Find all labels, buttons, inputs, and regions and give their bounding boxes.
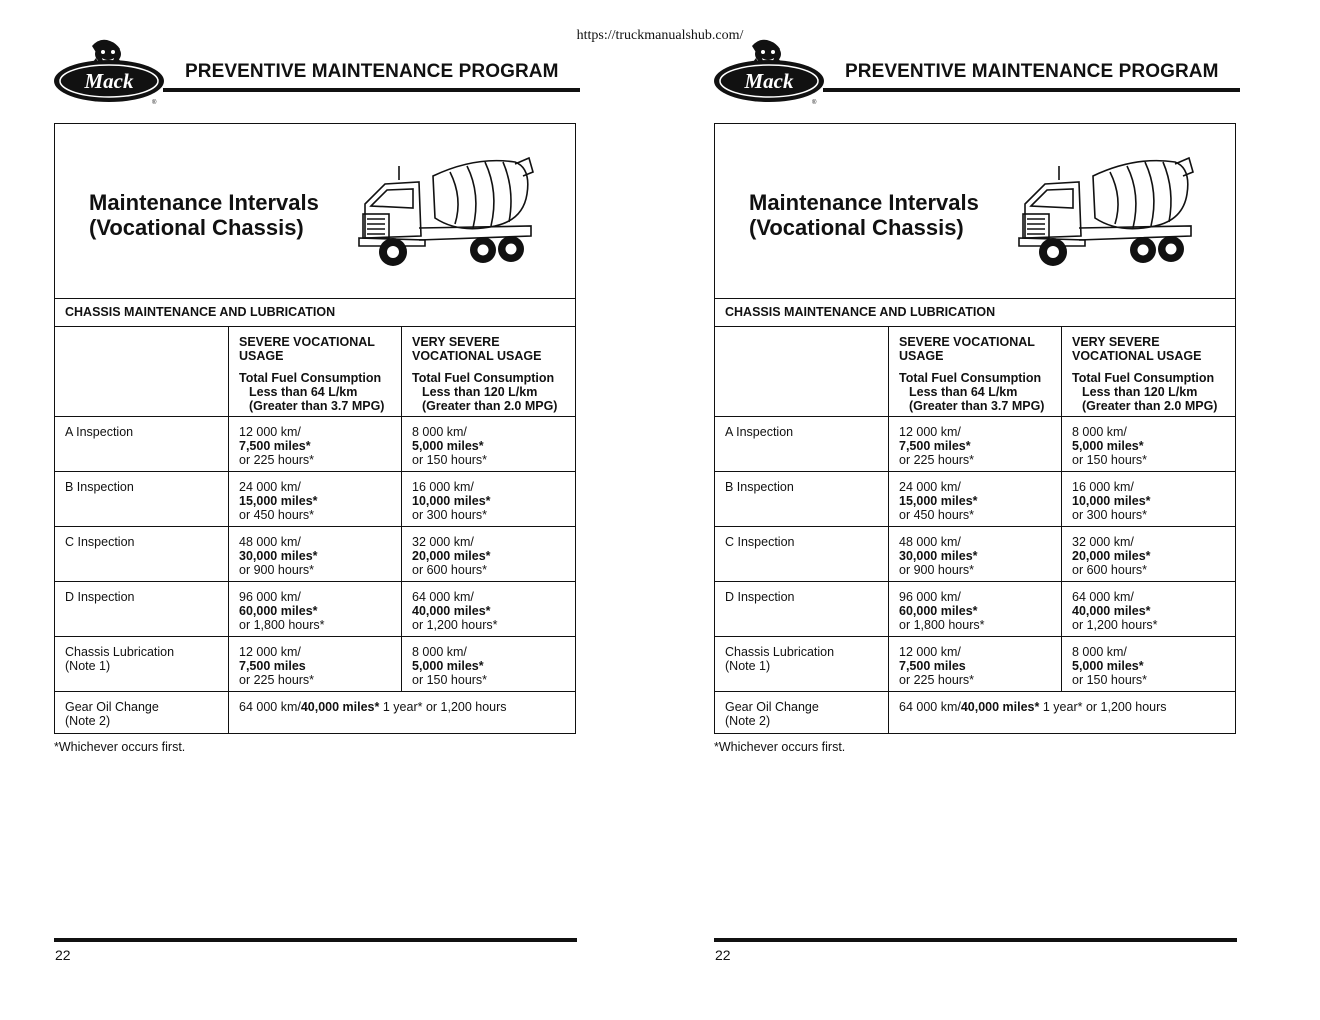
header-rule: [823, 88, 1240, 92]
svg-text:®: ®: [152, 100, 157, 106]
header-rule: [163, 88, 580, 92]
table-row: [55, 582, 575, 637]
row-label: Gear Oil Change (Note 2): [725, 700, 819, 728]
very-severe-interval-cell: 8 000 km/ 5,000 miles* or 150 hours*: [1061, 637, 1235, 691]
mixer-truck-illustration: [355, 154, 537, 272]
brand-wordmark: Mack: [84, 69, 134, 93]
very-severe-usage-header: VERY SEVERE VOCATIONAL USAGE Total Fuel Consumption Less than 120 L/km (Greater than 2.0 MPG): [401, 327, 575, 416]
severe-interval-cell: 12 000 km/ 7,500 miles* or 225 hours*: [228, 417, 401, 471]
severe-interval-cell: 12 000 km/ 7,500 miles or 225 hours*: [228, 637, 401, 691]
severe-interval-cell: 96 000 km/ 60,000 miles* or 1,800 hours*: [228, 582, 401, 636]
gear-oil-interval: 64 000 km/40,000 miles* 1 year* or 1,200 hours: [228, 692, 575, 733]
table-row: [715, 417, 1235, 472]
footnote: *Whichever occurs first.: [714, 740, 846, 754]
column-header-row: [715, 327, 1235, 417]
doc-title: Maintenance Intervals (Vocational Chassis): [89, 190, 319, 240]
severe-interval-cell: 48 000 km/ 30,000 miles* or 900 hours*: [228, 527, 401, 581]
table-row: [715, 637, 1235, 692]
header-title: PREVENTIVE MAINTENANCE PROGRAM: [845, 61, 1219, 82]
row-label: Gear Oil Change (Note 2): [65, 700, 159, 728]
severe-usage-header: SEVERE VOCATIONAL USAGE Total Fuel Consumption Less than 64 L/km (Greater than 3.7 MPG): [888, 327, 1061, 416]
mack-logo: [712, 36, 828, 106]
brand-wordmark: Mack: [744, 69, 794, 93]
gear-oil-row: [715, 692, 1235, 733]
doc-title: Maintenance Intervals (Vocational Chassis): [749, 190, 979, 240]
footer-rule: [54, 938, 577, 942]
page-number: 22: [55, 947, 71, 963]
severe-usage-header: SEVERE VOCATIONAL USAGE Total Fuel Consumption Less than 64 L/km (Greater than 3.7 MPG): [228, 327, 401, 416]
gear-oil-row: [55, 692, 575, 733]
very-severe-interval-cell: 32 000 km/ 20,000 miles* or 600 hours*: [401, 527, 575, 581]
title-area: [55, 124, 575, 299]
title-area: [715, 124, 1235, 299]
header-title: PREVENTIVE MAINTENANCE PROGRAM: [185, 61, 559, 82]
very-severe-interval-cell: 8 000 km/ 5,000 miles* or 150 hours*: [1061, 417, 1235, 471]
severe-interval-cell: 24 000 km/ 15,000 miles* or 450 hours*: [228, 472, 401, 526]
very-severe-interval-cell: 64 000 km/ 40,000 miles* or 1,200 hours*: [401, 582, 575, 636]
severe-interval-cell: 48 000 km/ 30,000 miles* or 900 hours*: [888, 527, 1061, 581]
page-number: 22: [715, 947, 731, 963]
empty-header-cell: [715, 327, 888, 416]
row-label: C Inspection: [725, 535, 795, 549]
section-header-row: [55, 299, 575, 327]
severe-interval-cell: 24 000 km/ 15,000 miles* or 450 hours*: [888, 472, 1061, 526]
manual-page-right: [710, 0, 1270, 1020]
row-label: D Inspection: [725, 590, 795, 604]
section-label: CHASSIS MAINTENANCE AND LUBRICATION: [65, 305, 336, 319]
source-url[interactable]: https://truckmanualshub.com/: [576, 28, 744, 43]
very-severe-interval-cell: 16 000 km/ 10,000 miles* or 300 hours*: [1061, 472, 1235, 526]
table-row: [55, 527, 575, 582]
very-severe-interval-cell: 8 000 km/ 5,000 miles* or 150 hours*: [401, 417, 575, 471]
row-label: A Inspection: [65, 425, 134, 439]
section-header-row: [715, 299, 1235, 327]
footer-rule: [714, 938, 1237, 942]
row-label: A Inspection: [725, 425, 794, 439]
very-severe-interval-cell: 8 000 km/ 5,000 miles* or 150 hours*: [401, 637, 575, 691]
section-label: CHASSIS MAINTENANCE AND LUBRICATION: [725, 305, 996, 319]
row-label: Chassis Lubrication (Note 1): [65, 645, 175, 673]
maintenance-table: [714, 123, 1236, 734]
severe-interval-cell: 12 000 km/ 7,500 miles or 225 hours*: [888, 637, 1061, 691]
mixer-truck-illustration: [1015, 154, 1197, 272]
severe-interval-cell: 12 000 km/ 7,500 miles* or 225 hours*: [888, 417, 1061, 471]
very-severe-interval-cell: 32 000 km/ 20,000 miles* or 600 hours*: [1061, 527, 1235, 581]
row-label: Chassis Lubrication (Note 1): [725, 645, 835, 673]
row-label: B Inspection: [725, 480, 794, 494]
table-row: [55, 417, 575, 472]
very-severe-interval-cell: 16 000 km/ 10,000 miles* or 300 hours*: [401, 472, 575, 526]
row-label: D Inspection: [65, 590, 135, 604]
very-severe-interval-cell: 64 000 km/ 40,000 miles* or 1,200 hours*: [1061, 582, 1235, 636]
table-row: [55, 637, 575, 692]
row-label: C Inspection: [65, 535, 135, 549]
maintenance-table: [54, 123, 576, 734]
severe-interval-cell: 96 000 km/ 60,000 miles* or 1,800 hours*: [888, 582, 1061, 636]
table-row: [715, 582, 1235, 637]
mack-logo: [52, 36, 168, 106]
footnote: *Whichever occurs first.: [54, 740, 186, 754]
manual-page-left: [50, 0, 610, 1020]
row-label: B Inspection: [65, 480, 134, 494]
table-row: [55, 472, 575, 527]
table-row: [715, 527, 1235, 582]
column-header-row: [55, 327, 575, 417]
table-row: [715, 472, 1235, 527]
very-severe-usage-header: VERY SEVERE VOCATIONAL USAGE Total Fuel Consumption Less than 120 L/km (Greater than 2.0 MPG): [1061, 327, 1235, 416]
gear-oil-interval: 64 000 km/40,000 miles* 1 year* or 1,200 hours: [888, 692, 1235, 733]
empty-header-cell: [55, 327, 228, 416]
svg-text:®: ®: [812, 100, 817, 106]
